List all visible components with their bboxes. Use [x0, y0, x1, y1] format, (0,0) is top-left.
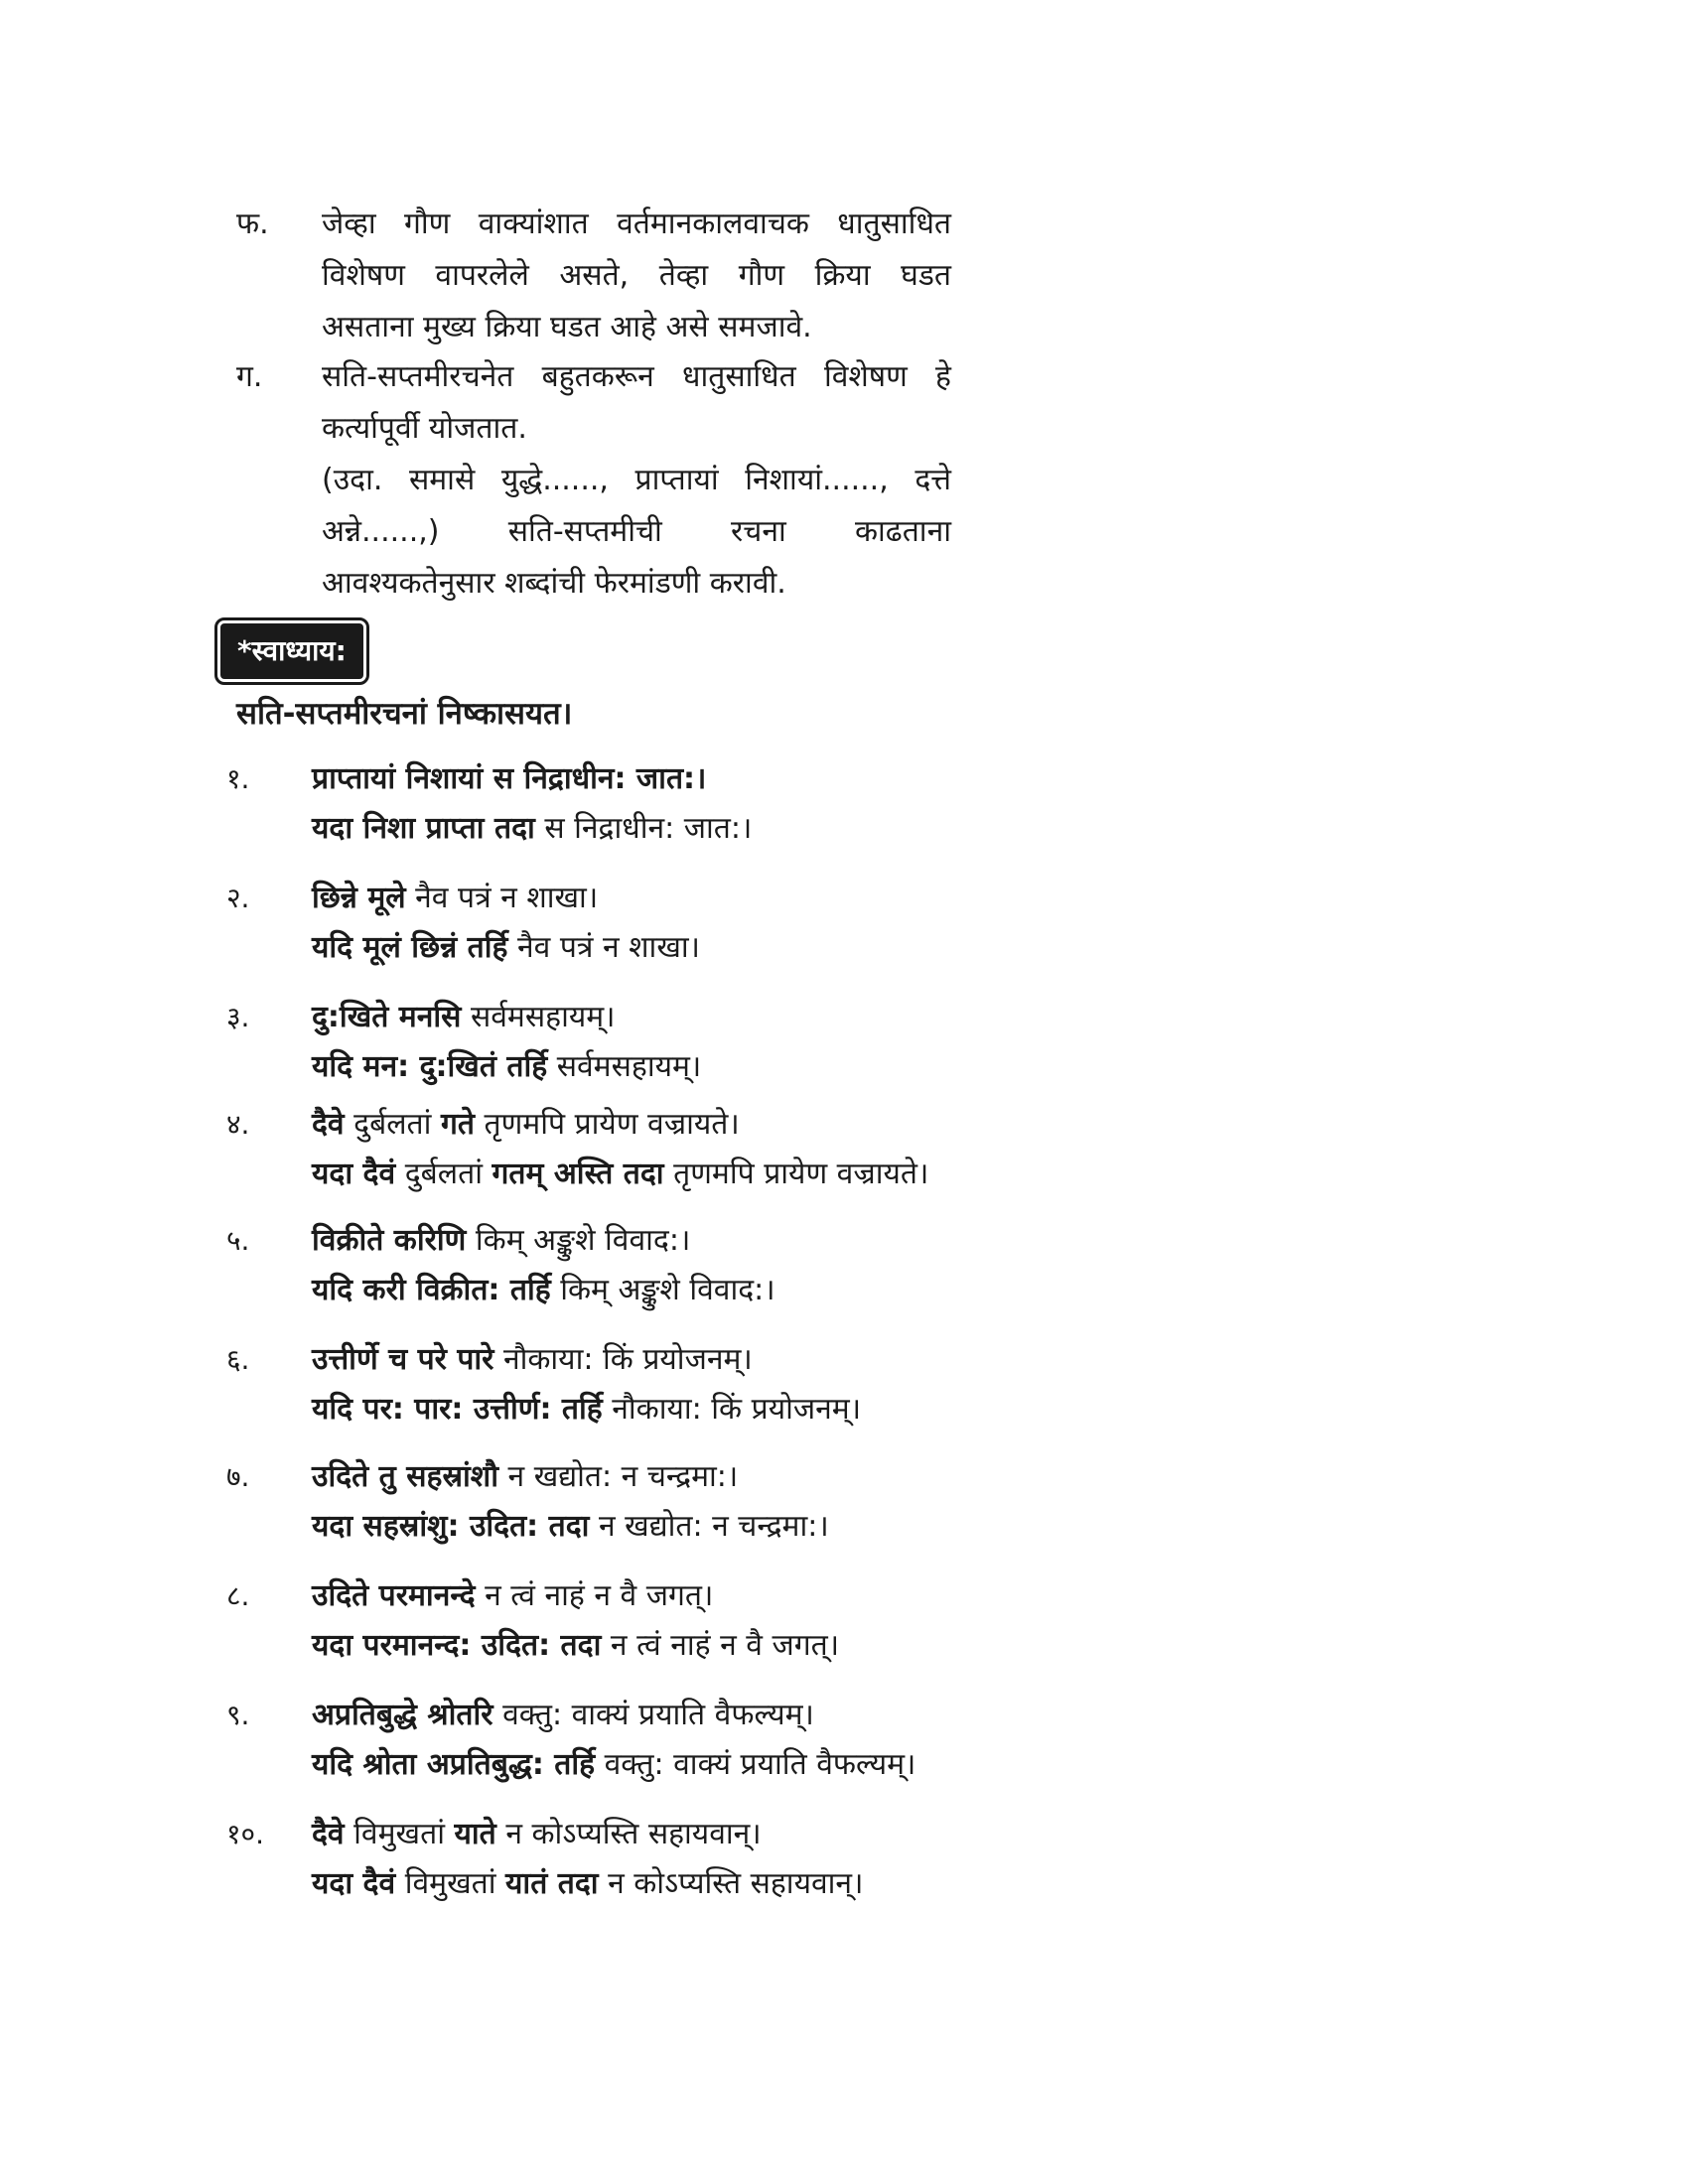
exercise-item	[226, 1452, 1001, 1552]
exercise-item	[226, 993, 1001, 1092]
rule-text	[322, 351, 951, 610]
exercise-sentence: दैवे विमुखतां याते न कोऽप्यस्ति सहायवान्।	[312, 1817, 762, 1851]
exercise-number: ३.	[226, 1001, 250, 1033]
exercise-number: ५.	[226, 1224, 250, 1257]
rule-line: अन्ने......,) सति-सप्तमीची रचना काढताना	[322, 514, 951, 549]
exercise-number: १.	[226, 762, 250, 795]
rule-text	[322, 199, 951, 353]
rule-pha	[236, 199, 951, 353]
exercise-number: ४.	[226, 1108, 250, 1141]
rule-line: जेव्हा गौण वाक्यांशात वर्तमानकालवाचक धातुसाधित	[322, 206, 951, 241]
exercise-sentence: अप्रतिबुद्धे श्रोतरि वक्तु: वाक्यं प्रयाति वैफल्यम्।	[312, 1698, 814, 1732]
exercise-answer: यदा दैवं दुर्बलतां गतम् अस्ति तदा तृणमपि प्रायेण वज्रायते।	[312, 1157, 929, 1191]
rule-marker: ग.	[236, 359, 263, 394]
exercise-answer: यदा दैवं विमुखतां यातं तदा न कोऽप्यस्ति सहायवान्।	[312, 1866, 864, 1901]
exercise-number: ९.	[226, 1699, 250, 1731]
exercise-sentence: उदिते तु सहस्रांशौ न खद्योत: न चन्द्रमा:।	[312, 1459, 739, 1494]
exercise-answer: यदि मूलं छिन्नं तर्हि नैव पत्रं न शाखा।	[312, 930, 700, 965]
rule-line: (उदा. समासे युद्धे......, प्राप्तायां निशायां......, दत्ते	[322, 463, 951, 497]
exercise-answer: यदा सहस्रांशु: उदित: तदा न खद्योत: न चन्द्रमा:।	[312, 1509, 829, 1544]
exercise-answer: यदि मन: दु:खितं तर्हि सर्वमसहायम्।	[312, 1049, 702, 1084]
exercise-item	[226, 1571, 1001, 1671]
rule-ga	[236, 351, 951, 610]
exercise-item	[226, 754, 1001, 854]
rule-line: आवश्यकतेनुसार शब्दांची फेरमांडणी करावी.	[322, 566, 786, 601]
exercise-number: ६.	[226, 1343, 250, 1376]
exercise-number: ८.	[226, 1579, 250, 1612]
exercise-sentence: विक्रीते करिणि किम् अङ्कुशे विवाद:।	[312, 1223, 691, 1258]
exercise-sentence: उत्तीर्णे च परे पारे नौकाया: किं प्रयोजनम्।	[312, 1342, 753, 1377]
exercise-sentence: दैवे दुर्बलतां गते तृणमपि प्रायेण वज्रायते।	[312, 1107, 740, 1142]
rule-line: असताना मुख्य क्रिया घडत आहे असे समजावे.	[322, 310, 812, 344]
exercise-number: ७.	[226, 1460, 250, 1493]
exercise-answer: यदि करी विक्रीत: तर्हि किम् अङ्कुशे विवाद:।	[312, 1273, 775, 1307]
rule-line: विशेषण वापरलेले असते, तेव्हा गौण क्रिया घडत	[322, 258, 951, 293]
exercise-sentence: प्राप्तायां निशायां स निद्राधीन: जात:।	[312, 761, 707, 796]
exercise-sentence: छिन्ने मूले नैव पत्रं न शाखा।	[312, 881, 599, 915]
exercise-item	[226, 1100, 1001, 1199]
exercise-item	[226, 874, 1001, 973]
exercise-item	[226, 1691, 1001, 1790]
section-title-badge: *स्वाध्याय:	[220, 623, 363, 679]
rule-line: कर्त्यापूर्वी योजतात.	[322, 411, 527, 446]
exercise-answer: यदि श्रोता अप्रतिबुद्ध: तर्हि वक्तु: वाक्यं प्रयाति वैफल्यम्।	[312, 1747, 916, 1782]
exercise-number: २.	[226, 882, 250, 914]
exercise-instruction: सति-सप्तमीरचनां निष्कासयत।	[236, 696, 573, 732]
exercise-item	[226, 1810, 1001, 1909]
exercise-sentence: दु:खिते मनसि सर्वमसहायम्।	[312, 1000, 616, 1034]
exercise-answer: यदा निशा प्राप्ता तदा स निद्राधीन: जात:।	[312, 811, 753, 846]
exercise-answer: यदा परमानन्द: उदित: तदा न त्वं नाहं न वै जगत्।	[312, 1628, 840, 1663]
exercise-item	[226, 1216, 1001, 1315]
exercise-item	[226, 1335, 1001, 1434]
exercise-sentence: उदिते परमानन्दे न त्वं नाहं न वै जगत्।	[312, 1578, 714, 1613]
rule-marker: फ.	[236, 206, 269, 241]
rule-line: सति-सप्तमीरचनेत बहुतकरून धातुसाधित विशेषण हे	[322, 359, 951, 394]
exercise-answer: यदि पर: पार: उत्तीर्ण: तर्हि नौकाया: किं प्रयोजनम्।	[312, 1392, 862, 1427]
exercise-number: १०.	[226, 1818, 265, 1850]
